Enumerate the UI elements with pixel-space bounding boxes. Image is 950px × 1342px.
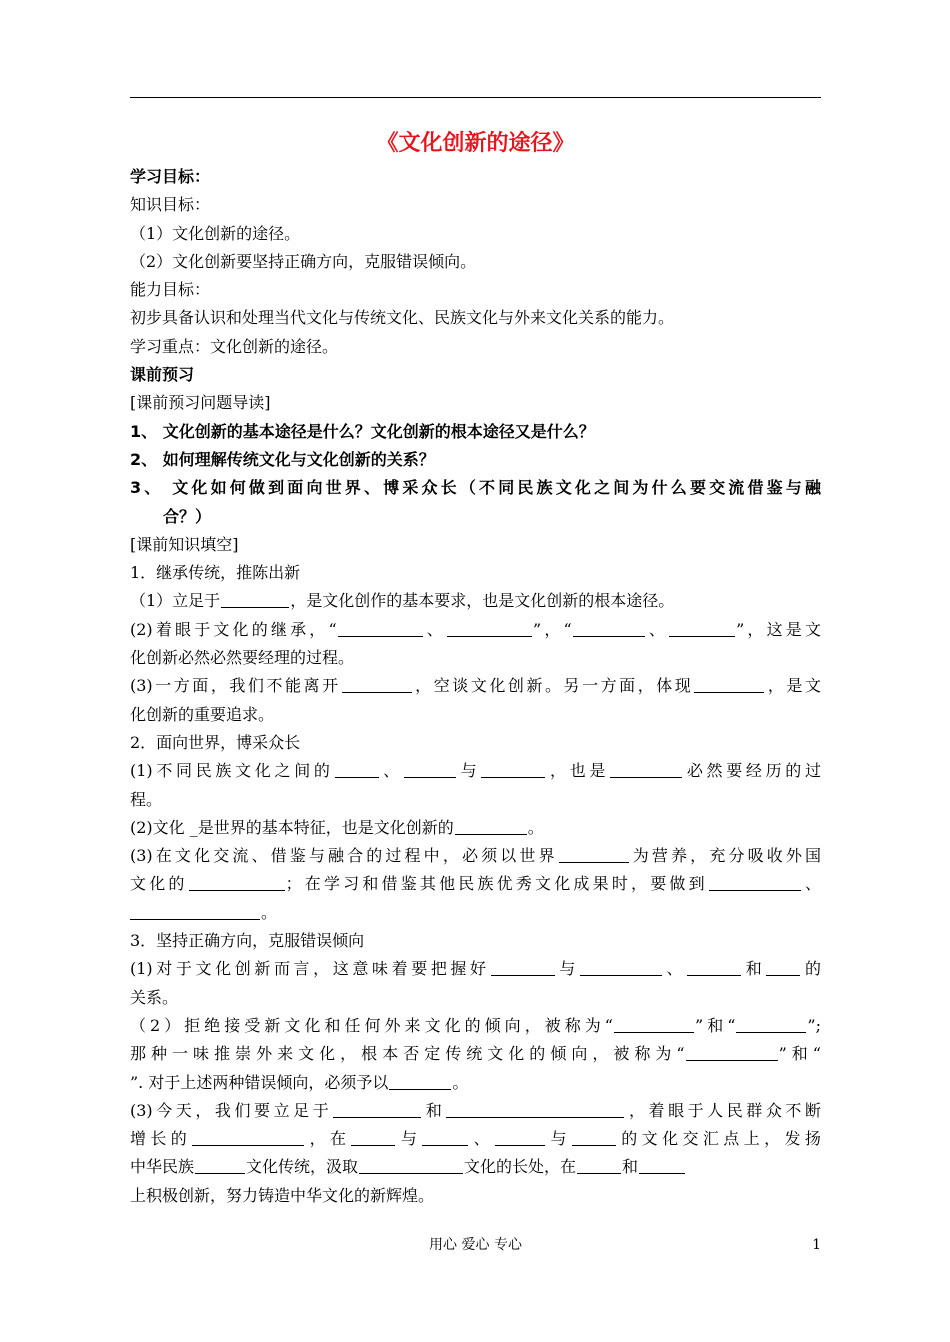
text: 与	[555, 959, 579, 979]
blank[interactable]	[389, 1071, 451, 1090]
blank[interactable]	[351, 1127, 395, 1146]
ability-text: 初步具备认识和处理当代文化与传统文化、民族文化与外来文化关系的能力。	[130, 308, 675, 328]
text: 必然要经历的过	[683, 761, 821, 781]
blank[interactable]	[577, 1155, 621, 1174]
blank[interactable]	[686, 1042, 778, 1061]
text: 中华民族	[130, 1157, 195, 1177]
blank[interactable]	[447, 618, 532, 637]
blank[interactable]	[766, 957, 800, 976]
objectives-heading: 学习目标：	[130, 167, 211, 186]
s1-item-2	[130, 616, 821, 644]
blank[interactable]	[559, 844, 629, 863]
section-3-heading: 3．坚持正确方向，克服错误倾向	[130, 931, 365, 951]
s1-item-2-cont: 化创新必然必然要经理的过程。	[130, 648, 355, 668]
s2-item-3-end	[130, 899, 821, 927]
blank[interactable]	[736, 1014, 806, 1033]
s2-item-2	[130, 814, 821, 842]
text: 文化的	[130, 874, 188, 894]
text: (1)不同民族文化之间的	[130, 761, 334, 781]
blank[interactable]	[189, 872, 285, 891]
s3-item-3-line-4: 上积极创新，努力铸造中华文化的新辉煌。	[130, 1185, 435, 1205]
text: ”;	[807, 1015, 821, 1035]
text: 、	[379, 761, 403, 781]
blank[interactable]	[422, 1127, 468, 1146]
knowledge-item-2: （2）文化创新要坚持正确方向，克服错误倾向。	[130, 251, 477, 271]
s3-item-3-line-3	[130, 1153, 821, 1181]
s3-item-2	[130, 1012, 821, 1040]
questions-heading: [课前预习问题导读]	[130, 393, 271, 413]
blank[interactable]	[573, 618, 645, 637]
text: 文化传统，汲取	[246, 1157, 359, 1177]
text: ”和“	[694, 1015, 736, 1035]
text: 的	[801, 959, 821, 979]
header-rule	[130, 97, 821, 98]
text: ”，“	[532, 619, 572, 639]
question-3-line-2: 合？）	[163, 506, 212, 526]
blank[interactable]	[687, 957, 741, 976]
s3-item-2-end	[130, 1069, 821, 1097]
knowledge-item-1: （1）文化创新的途径。	[130, 223, 301, 243]
blank[interactable]	[404, 759, 456, 778]
text: 和	[742, 959, 766, 979]
text: 、	[469, 1129, 495, 1149]
text: 与	[456, 761, 481, 781]
s2-item-3-cont	[130, 870, 821, 898]
question-1: 1、 文化创新的基本途径是什么？文化创新的根本途径又是什么？	[130, 421, 595, 441]
text: ，着眼于人民群众不断	[625, 1100, 821, 1120]
question-3-line-1: 3、 文化如何做到面向世界、博采众长（不同民族文化之间为什么要交流借鉴与融	[130, 478, 821, 498]
section-2-heading: 2．面向世界，博采众长	[130, 732, 301, 752]
text: ，也是	[546, 761, 610, 781]
text: 。	[261, 902, 278, 922]
text: ”，这是文	[736, 619, 821, 639]
text: ，是文	[765, 676, 821, 696]
blank[interactable]	[221, 589, 289, 608]
text: 为营养，充分吸收外国	[629, 846, 821, 866]
blank[interactable]	[130, 901, 260, 920]
text: (2)文化 _是世界的基本特征，也是文化创新的	[130, 817, 454, 837]
text: 文化的长处，在	[464, 1157, 577, 1177]
text: ，空谈文化创新。另一方面，体现	[412, 676, 694, 696]
text: 与	[546, 1129, 571, 1149]
text: (3)今天，我们要立足于	[130, 1100, 333, 1120]
page-number: 1	[812, 1237, 821, 1253]
text: 、	[801, 874, 821, 894]
blank[interactable]	[694, 674, 764, 693]
text: ，是文化创作的基本要求，也是文化创新的根本途径。	[290, 591, 675, 611]
blank[interactable]	[491, 957, 555, 976]
blank[interactable]	[495, 1127, 545, 1146]
text: （1）立足于	[130, 591, 221, 611]
text: 和	[422, 1100, 446, 1120]
text: 增长的	[130, 1129, 192, 1149]
blank[interactable]	[709, 872, 801, 891]
ability-label: 能力目标：	[130, 280, 211, 300]
text: (3)在文化交流、借鉴与融合的过程中，必须以世界	[130, 846, 558, 866]
blank[interactable]	[614, 1014, 694, 1033]
text: ”. 对于上述两种错误倾向，必须予以	[130, 1072, 389, 1092]
s3-item-1	[130, 955, 821, 983]
text: 和	[622, 1157, 639, 1177]
focus-text: 学习重点：文化创新的途径。	[130, 336, 339, 356]
blank[interactable]	[446, 1099, 624, 1118]
s3-item-3-line-2	[130, 1125, 821, 1153]
text: (2)着眼于文化的继承，“	[130, 619, 337, 639]
fill-heading: [课前知识填空]	[130, 534, 239, 554]
page-title: 《文化创新的途径》	[376, 131, 575, 156]
blank[interactable]	[669, 618, 735, 637]
s3-item-2-cont	[130, 1040, 821, 1068]
text: 、	[662, 959, 687, 979]
blank[interactable]	[639, 1155, 685, 1174]
s2-item-1-cont: 程。	[130, 789, 163, 809]
text: 。	[527, 817, 544, 837]
blank[interactable]	[610, 759, 682, 778]
blank[interactable]	[338, 618, 423, 637]
s2-item-1	[130, 757, 821, 785]
text: 与	[396, 1129, 422, 1149]
text: ，在	[305, 1129, 351, 1149]
s1-item-3-cont: 化创新的重要追求。	[130, 704, 275, 724]
s3-item-1-cont: 关系。	[130, 987, 179, 1007]
question-2: 2、 如何理解传统文化与文化创新的关系？	[130, 449, 435, 469]
blank[interactable]	[335, 759, 379, 778]
footer-motto: 用心 爱心 专心	[429, 1237, 522, 1253]
blank[interactable]	[192, 1127, 304, 1146]
text: 的文化交汇点上，发扬	[616, 1129, 821, 1149]
text: ”和“	[778, 1044, 821, 1064]
text: 、	[423, 619, 446, 639]
s1-item-1	[130, 587, 821, 615]
text: ；在学习和借鉴其他民族优秀文化成果时，要做到	[285, 874, 708, 894]
s3-item-3	[130, 1097, 821, 1125]
blank[interactable]	[580, 957, 662, 976]
text: 那种一味推崇外来文化，根本否定传统文化的倾向，被称为“	[130, 1044, 685, 1064]
blank[interactable]	[195, 1155, 245, 1174]
text: (3)一方面，我们不能离开	[130, 676, 341, 696]
s2-item-3	[130, 842, 821, 870]
blank[interactable]	[481, 759, 545, 778]
text: (1)对于文化创新而言，这意味着要把握好	[130, 959, 490, 979]
s1-item-3	[130, 672, 821, 700]
text: （2）拒绝接受新文化和任何外来文化的倾向，被称为“	[130, 1015, 613, 1035]
text: 。	[452, 1072, 469, 1092]
blank[interactable]	[342, 674, 412, 693]
blank[interactable]	[359, 1155, 463, 1174]
knowledge-label: 知识目标：	[130, 195, 211, 215]
text: 、	[645, 619, 669, 639]
preview-heading: 课前预习	[130, 365, 195, 385]
blank[interactable]	[572, 1127, 616, 1146]
page-footer	[130, 1234, 821, 1256]
blank[interactable]	[455, 816, 527, 835]
blank[interactable]	[333, 1099, 421, 1118]
section-1-heading: 1．继承传统，推陈出新	[130, 563, 301, 583]
document-body	[130, 163, 821, 1210]
